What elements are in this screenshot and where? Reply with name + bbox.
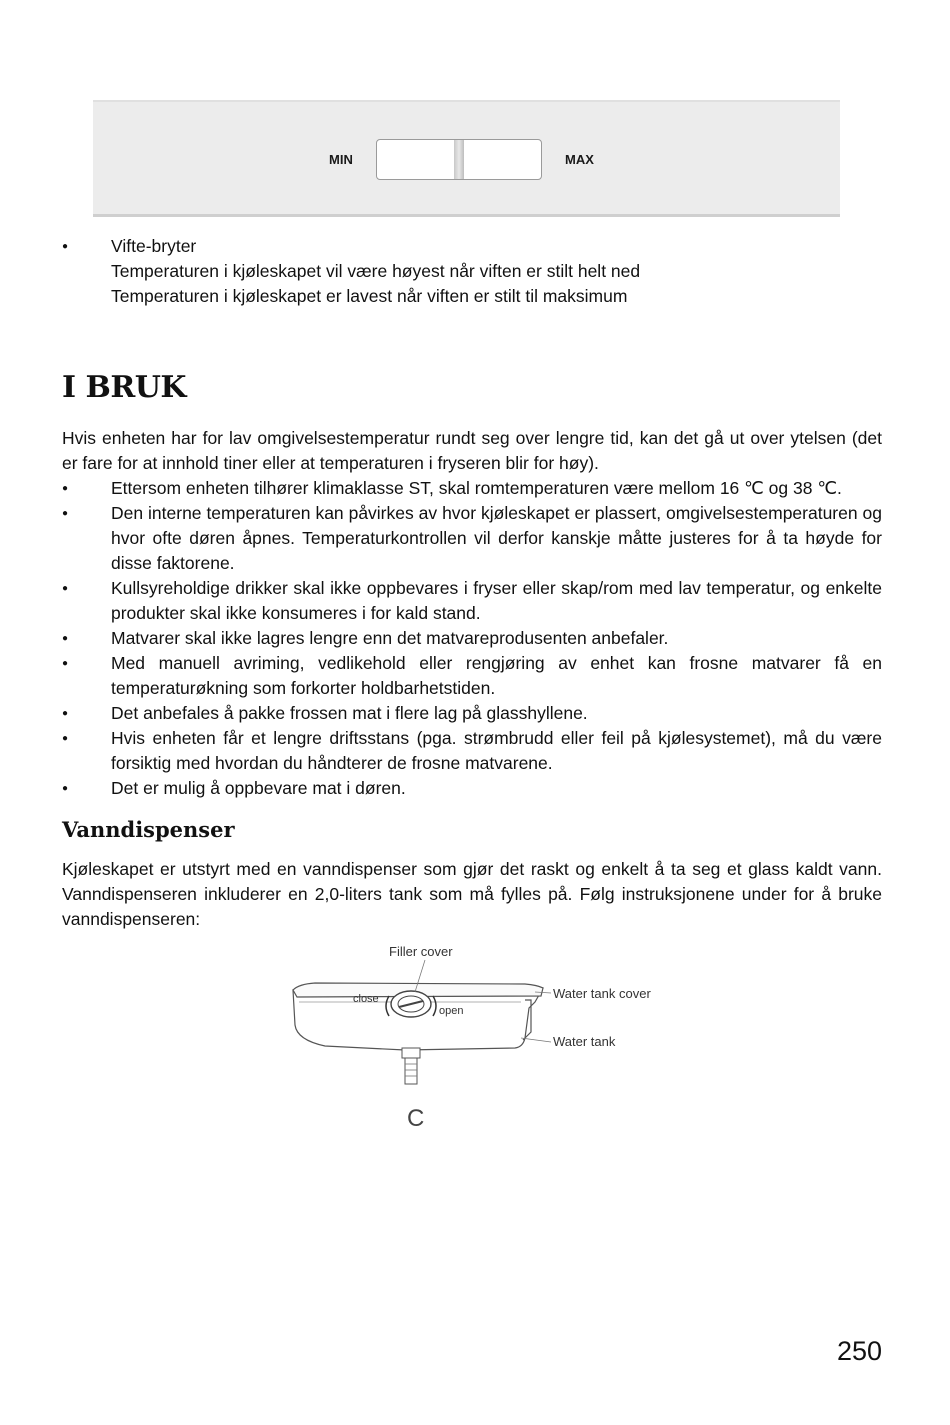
water-tank-diagram	[285, 940, 685, 1140]
list-item	[62, 234, 882, 309]
list-item	[62, 701, 882, 726]
close-label: close	[353, 993, 379, 1005]
outlet-valve	[405, 1058, 417, 1084]
fan-slider-panel	[93, 100, 840, 217]
bullet-icon	[62, 726, 111, 753]
water-tank-cover-label: Water tank cover	[553, 986, 651, 1001]
slider-max-label: MAX	[565, 152, 594, 167]
bullet-icon	[62, 476, 111, 503]
subsection-heading: Vanndispenser	[62, 817, 235, 842]
section-intro: Hvis enheten har for lav omgivelsestemperatur rundt seg over lengre tid, kan det gå ut over ytelsen (det er fare for at innhold tiner eller at temperaturen i fryseren blir for høy).	[62, 428, 882, 473]
fan-switch-block	[62, 234, 882, 309]
list-item	[62, 476, 882, 501]
slider-min-label: MIN	[329, 152, 353, 167]
bullet-icon	[62, 626, 111, 653]
list-item-text: Ettersom enheten tilhører klimaklasse ST, skal romtemperaturen være mellom 16 ℃ og 38 ℃.	[111, 478, 842, 498]
usage-list	[62, 476, 882, 801]
water-dispenser-intro: Kjøleskapet er utstyrt med en vanndispenser som gjør det raskt og enkelt å ta seg et glass kaldt vann. Vanndispenseren inkluderer en 2,0-liters tank som må fylles på. Følg instruksjonene under for å bruke vanndispenseren:	[62, 859, 882, 929]
filler-cover-label: Filler cover	[389, 944, 453, 959]
bullet-icon	[62, 576, 111, 603]
water-tank-label: Water tank	[553, 1034, 616, 1049]
fan-switch-line-1: Temperaturen i kjøleskapet vil være høyest når viften er stilt helt ned	[111, 261, 641, 281]
list-item	[62, 626, 882, 651]
open-label: open	[439, 1005, 464, 1017]
bullet-icon	[62, 234, 111, 261]
section-heading: I BRUK	[62, 370, 187, 405]
list-item-text: Kullsyreholdige drikker skal ikke oppbevares i fryser eller skap/rom med lav temperatur, og enkelte produkter skal ikke konsumeres i for kald stand.	[111, 578, 882, 623]
bullet-icon	[62, 501, 111, 528]
list-item	[62, 501, 882, 576]
bullet-icon	[62, 701, 111, 728]
figure-letter-c: C	[407, 1105, 425, 1132]
bullet-icon	[62, 776, 111, 803]
list-item	[62, 776, 882, 801]
list-item	[62, 576, 882, 626]
list-item-text: Med manuell avriming, vedlikehold eller rengjøring av enhet kan frosne matvarer få en temperaturøkning som forkorter holdbarhetstiden.	[111, 653, 882, 698]
list-item-text: Det anbefales å pakke frossen mat i flere lag på glasshyllene.	[111, 703, 588, 723]
list-item-text: Matvarer skal ikke lagres lengre enn det matvareprodusenten anbefaler.	[111, 628, 669, 648]
list-item-text: Hvis enheten får et lengre driftsstans (pga. strømbrudd eller feil på kjølesystemet), må du være forsiktig med hvordan du håndterer de frosne matvarene.	[111, 728, 882, 773]
list-item-text: Den interne temperaturen kan påvirkes av hvor kjøleskapet er plassert, omgivelsestemperaturen og hvor ofte døren åpnes. Temperaturkontrollen vil derfor kanskje måtte justeres for å ta høyde for disse faktorene.	[111, 503, 882, 573]
list-item-text: Det er mulig å oppbevare mat i døren.	[111, 778, 406, 798]
bullet-icon	[62, 651, 111, 678]
fan-slider-knob[interactable]	[454, 140, 464, 179]
list-item	[62, 726, 882, 776]
fan-switch-title: Vifte-bryter	[111, 236, 197, 256]
fan-switch-line-2: Temperaturen i kjøleskapet er lavest når viften er stilt til maksimum	[111, 286, 628, 306]
fan-slider-track[interactable]	[376, 139, 542, 180]
list-item	[62, 651, 882, 701]
page-number: 250	[836, 1336, 882, 1366]
